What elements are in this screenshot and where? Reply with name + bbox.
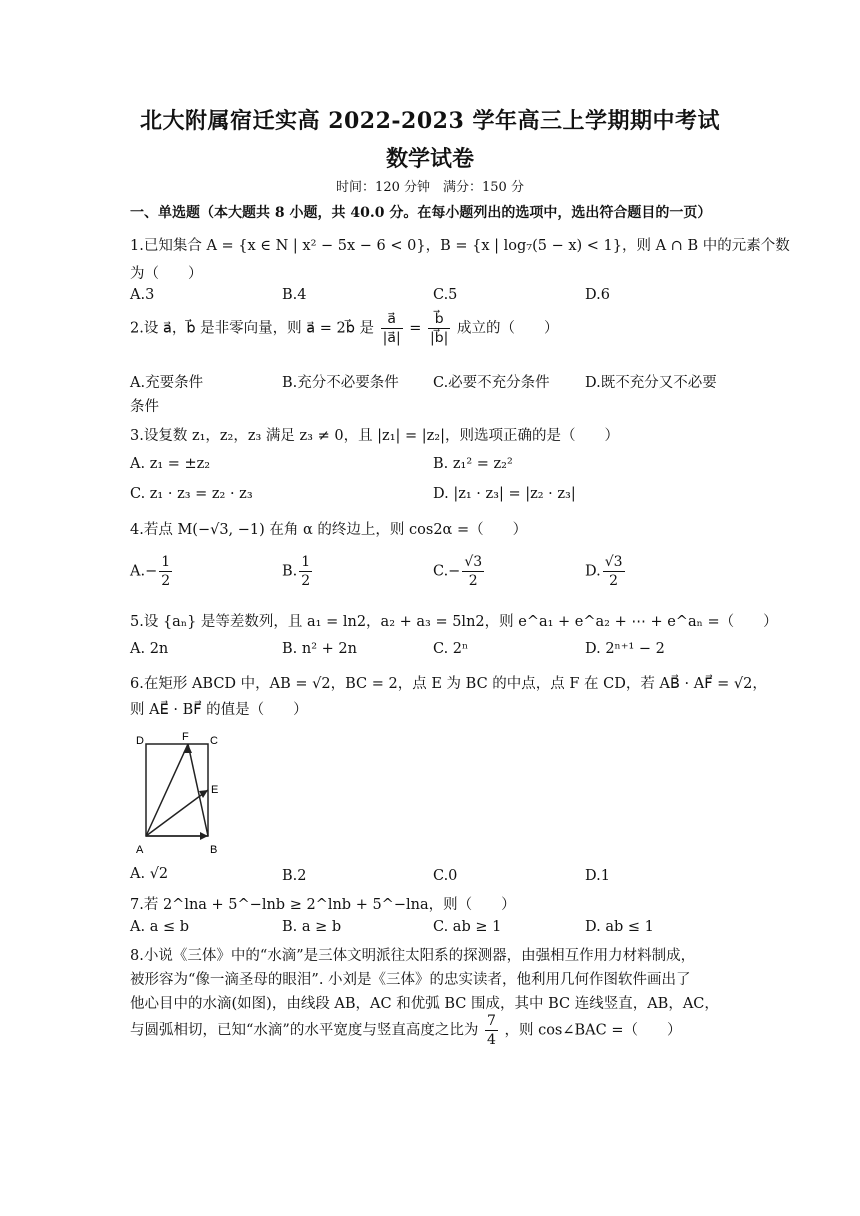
q3-option-b: B. z₁² = z₂² xyxy=(433,456,513,472)
q8-ratio-den: 4 xyxy=(486,1032,496,1048)
q3-option-a: A. z₁ = ±z₂ xyxy=(130,456,211,472)
q4-stem: 4.若点 M(−√3, −1) 在角 α 的终边上，则 cos2α =（ ） xyxy=(130,522,528,538)
section-heading: 一、单选题（本大题共 8 小题，共 40.0 分。在每小题列出的选项中，选出符合题目的一页） xyxy=(130,205,712,221)
q2-fraction-right xyxy=(428,312,450,345)
vector-bf xyxy=(188,744,208,836)
q4-option-b xyxy=(282,555,314,588)
label-d: D xyxy=(136,735,144,747)
q7-stem: 7.若 2^lna + 5^−lnb ≥ 2^lnb + 5^−lna，则（ ） xyxy=(130,897,516,913)
q4-option-c xyxy=(433,555,486,588)
q2-option-b: B.充分不必要条件 xyxy=(282,375,399,391)
q4-option-b-label: B. xyxy=(282,563,298,580)
q2-frac-right-den: |b⃗| xyxy=(430,330,449,346)
q8-stem-line2: 被形容为“像一滴圣母的眼泪”. 小刘是《三体》的忠实读者，他利用几何作图软件画出了 xyxy=(130,972,691,988)
q8-ratio-num: 7 xyxy=(486,1013,496,1029)
q2-stem-pre: 2.设 a⃗，b⃗ 是非零向量，则 a⃗ = 2b⃗ 是 xyxy=(130,320,375,337)
q4-d-den: 2 xyxy=(609,573,619,589)
q2-option-d: D.既不充分又不必要 xyxy=(585,375,717,391)
q7-option-c: C. ab ≥ 1 xyxy=(433,919,502,935)
label-b: B xyxy=(210,844,218,856)
q7-option-d: D. ab ≤ 1 xyxy=(585,919,654,935)
arrowhead-f xyxy=(183,744,192,753)
q1-stem-cont: 为（ ） xyxy=(130,266,203,282)
q8-line4-post: ，则 cos∠BAC =（ ） xyxy=(504,1022,682,1039)
q4-d-num: √3 xyxy=(604,554,623,570)
q5-option-a: A. 2n xyxy=(130,641,169,657)
q4-option-d xyxy=(585,555,627,588)
q8-stem-line4 xyxy=(130,1014,682,1047)
q6-stem: 6.在矩形 ABCD 中，AB = √2，BC = 2，点 E 为 BC 的中点，点 F 在 CD，若 AB⃗ · AF⃗ = √2， xyxy=(130,676,767,692)
q1-option-a: A.3 xyxy=(130,287,155,303)
q7-option-a: A. a ≤ b xyxy=(130,919,189,935)
q6-option-c: C.0 xyxy=(433,868,458,884)
label-f: F xyxy=(182,731,189,743)
q3-option-d: D. |z₁ · z₃| = |z₂ · z₃| xyxy=(433,486,576,502)
q3-option-c: C. z₁ · z₃ = z₂ · z₃ xyxy=(130,486,253,502)
q3-stem: 3.设复数 z₁，z₂，z₃ 满足 z₃ ≠ 0，且 |z₁| = |z₂|，则选项正确的是（ ） xyxy=(130,428,619,444)
arrowhead-e xyxy=(199,790,208,798)
q4-c-den: 2 xyxy=(468,573,478,589)
q2-equals: = xyxy=(409,320,422,337)
q8-line4-pre: 与圆弧相切，已知“水滴”的水平宽度与竖直高度之比为 xyxy=(130,1022,479,1039)
q7-option-b: B. a ≥ b xyxy=(282,919,342,935)
label-a: A xyxy=(136,844,144,856)
q2-option-a: A.充要条件 xyxy=(130,375,204,391)
rectangle-figure xyxy=(132,730,227,858)
label-e: E xyxy=(211,784,219,796)
q5-option-c: C. 2ⁿ xyxy=(433,641,469,657)
label-c: C xyxy=(210,735,218,747)
q8-stem-line3: 他心目中的水滴(如图)，由线段 AB，AC 和优弧 BC 围成，其中 BC 连线竖直，AB，AC， xyxy=(130,996,719,1012)
exam-subtitle: 数学试卷 xyxy=(385,146,474,172)
q1-option-d: D.6 xyxy=(585,287,610,303)
q5-stem: 5.设 {aₙ} 是等差数列，且 a₁ = ln2，a₂ + a₃ = 5ln2，则 e^a₁ + e^a₂ + ⋯ + e^aₙ =（ ） xyxy=(130,614,778,630)
q1-stem: 1.已知集合 A = {x ∈ N | x² − 5x − 6 < 0}，B = {x | log₇(5 − x) < 1}，则 A ∩ B 中的元素个数 xyxy=(130,238,790,254)
q1-option-c: C.5 xyxy=(433,287,458,303)
q2-stem xyxy=(130,312,558,345)
q2-option-d-wrap: 条件 xyxy=(130,399,159,415)
q4-option-c-label: C.− xyxy=(433,563,461,580)
q6-stem-cont: 则 AE⃗ · BF⃗ 的值是（ ） xyxy=(130,702,308,718)
q4-a-den: 2 xyxy=(161,573,171,589)
q4-option-d-label: D. xyxy=(585,563,601,580)
exam-meta: 时间：120 分钟 满分：150 分 xyxy=(336,180,524,195)
q4-a-num: 1 xyxy=(161,554,171,570)
q8-stem-line1: 8.小说《三体》中的“水滴”是三体文明派往太阳系的探测器，由强相互作用力材料制成， xyxy=(130,948,696,964)
q4-option-a xyxy=(130,555,174,588)
q2-fraction-left xyxy=(381,312,403,345)
exam-title: 北大附属宿迁实高 2022-2023 学年高三上学期期中考试 xyxy=(140,108,720,134)
q1-option-b: B.4 xyxy=(282,287,307,303)
q6-option-b: B.2 xyxy=(282,868,307,884)
q6-option-a: A. √2 xyxy=(130,866,169,882)
q5-option-d: D. 2ⁿ⁺¹ − 2 xyxy=(585,641,665,657)
q4-b-num: 1 xyxy=(301,554,311,570)
q8-ratio-fraction xyxy=(485,1014,498,1047)
vector-af xyxy=(146,744,188,836)
q4-option-a-label: A.− xyxy=(130,563,158,580)
q2-frac-left-den: |a⃗| xyxy=(382,330,401,346)
vector-ae xyxy=(146,790,208,836)
q4-c-num: √3 xyxy=(464,554,483,570)
q2-option-c: C.必要不充分条件 xyxy=(433,375,550,391)
q2-stem-post: 成立的（ ） xyxy=(456,320,559,337)
q2-frac-right-num: b⃗ xyxy=(428,312,450,329)
q4-b-den: 2 xyxy=(301,573,311,589)
q2-frac-left-num: a⃗ xyxy=(381,312,403,329)
q5-option-b: B. n² + 2n xyxy=(282,641,357,657)
q6-option-d: D.1 xyxy=(585,868,610,884)
